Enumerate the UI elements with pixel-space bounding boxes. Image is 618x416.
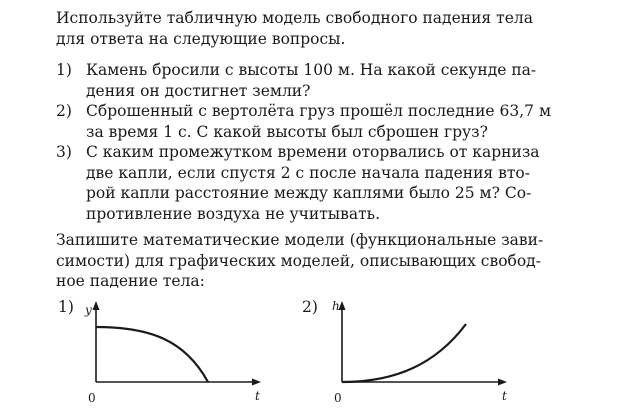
task-line: Запишите математические модели (функциональные зави- [56,231,544,249]
question-text [86,142,612,224]
question-line: С каким промежутком времени оторвались от карниза [86,143,540,161]
question-line: Сброшенный с вертолёта груз прошёл последние 63,7 м [86,102,552,120]
x-axis-label: t [255,389,260,403]
task-paragraph [56,230,612,292]
h-axis-label: h [332,299,340,313]
question-1 [56,60,612,101]
figure-1-graph [80,298,280,408]
question-number: 3) [56,143,72,161]
question-line: за время 1 с. С какой высоты был сброшен груз? [86,122,488,141]
figure-2-number: 2) [302,298,318,316]
intro-line: Используйте табличную модель свободного падения тела [56,9,533,27]
question-3 [56,142,612,224]
task-line: ное падение тела: [56,272,205,290]
intro-line: для ответа на следующие вопросы. [56,29,346,48]
question-text [86,60,612,101]
curve-decreasing [96,327,208,382]
question-line: две капли, если спустя 2 с после начала падения вто- [86,163,530,182]
question-line: рой капли расстояние между каплями было 25 м? Со- [86,184,532,202]
x-axis-arrow [498,379,507,386]
curve-increasing [342,324,466,382]
question-number: 1) [56,61,72,79]
y-axis-label: y [85,303,92,317]
task-line: симости) для графических моделей, описывающих свобод- [56,251,541,270]
question-line: противление воздуха не учитывать. [86,204,381,223]
origin-label: 0 [334,391,342,405]
y-axis-arrow [93,301,100,310]
question-text [86,101,612,142]
origin-label: 0 [88,391,96,405]
figure-2-graph [326,298,526,408]
question-line: Камень бросили с высоты 100 м. На какой секунде па- [86,61,537,79]
x-axis-label: t [502,389,507,403]
x-axis-arrow [252,379,261,386]
figure-1-number: 1) [58,298,74,316]
intro-paragraph [56,8,612,49]
question-line: дения он достигнет земли? [86,81,311,100]
question-number: 2) [56,102,72,120]
question-2 [56,101,612,142]
